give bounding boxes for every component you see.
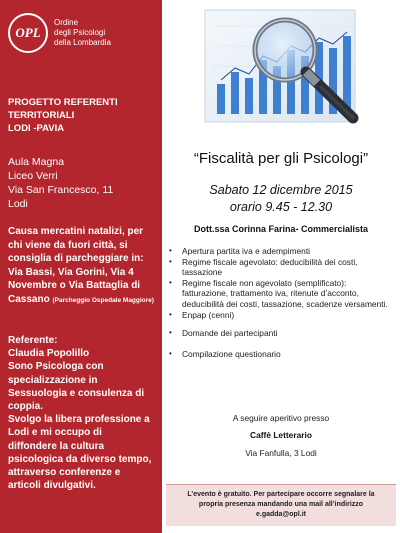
- referente-line: psicologica da diverso tempo,: [8, 453, 152, 465]
- referente-line: coppia.: [8, 401, 44, 413]
- referente-line: Svolgo la libera professione a: [8, 414, 150, 426]
- magnifying-glass-chart-icon: [203, 6, 373, 128]
- opl-logo-icon: OPL: [8, 13, 48, 53]
- cafe-address: Via Fanfulla, 3 Lodi: [245, 448, 317, 458]
- list-item: [168, 278, 390, 310]
- venue-line: Lodi: [8, 198, 28, 210]
- topic-text: Regime fiscale agevolato: deducibilità dei costi, tassazione: [182, 256, 358, 278]
- list-item: [168, 349, 390, 360]
- organization-name: [54, 18, 111, 48]
- referente-line: Referente:: [8, 335, 58, 346]
- referente-line: diffondere la cultura: [8, 440, 105, 452]
- bullet-icon: •: [169, 328, 172, 338]
- topic-text: Compilazione questionario: [182, 348, 281, 359]
- referente-line: Lodi e mi occupo di: [8, 427, 102, 439]
- registration-note: [166, 484, 396, 526]
- venue-line: Liceo Verri: [8, 170, 58, 182]
- referente-line: Sessuologia e consulenza di: [8, 387, 145, 399]
- parking-line: consiglia di parcheggiare in:: [8, 253, 144, 264]
- bullet-icon: •: [169, 277, 172, 287]
- bullet-icon: •: [169, 348, 172, 358]
- bullet-icon: •: [169, 309, 172, 319]
- venue: [8, 155, 158, 211]
- registration-line: propria presenza mandando una mail all’indirizzo: [198, 501, 364, 508]
- cafe-name: Caffè Letterario: [250, 430, 312, 440]
- bullet-icon: •: [169, 256, 172, 266]
- parking-line: Novembre o Via Battaglia di: [8, 280, 141, 291]
- parking-line: chi viene da fuori città, si: [8, 239, 128, 251]
- event-title: “Fiscalità per gli Psicologi”: [193, 150, 369, 167]
- project-line: PROGETTO REFERENTI: [8, 97, 118, 108]
- referente-line: articoli divulgativi.: [8, 480, 96, 492]
- referente-info: [8, 334, 158, 492]
- referente-line: Sono Psicologa con: [8, 361, 104, 373]
- project-line: TERRITORIALI: [8, 110, 75, 121]
- topic-text: Apertura partita iva e adempimenti: [182, 246, 311, 256]
- list-item: [168, 328, 390, 339]
- event-speaker: Dott.ssa Corinna Farina- Commercialista: [193, 224, 369, 234]
- bullet-icon: •: [169, 246, 172, 255]
- contact-email: e.gadda@opl.it: [256, 511, 306, 518]
- organization-logo: [8, 8, 158, 58]
- topic-text: Enpap (cenni): [182, 309, 235, 320]
- project-line: LODI -PAVIA: [8, 123, 65, 134]
- event-date: Sabato 12 dicembre 2015: [209, 183, 353, 197]
- parking-line: Via Bassi, Via Gorini, Via 4: [8, 266, 134, 278]
- org-name-line1: Ordine: [54, 18, 79, 27]
- list-item: [168, 257, 390, 278]
- parking-line: Causa mercatini natalizi, per: [8, 226, 144, 237]
- org-name-line3: della Lombardia: [54, 38, 111, 47]
- aperitivo-text: A seguire aperitivo presso: [232, 413, 330, 423]
- parking-street: Cassano: [8, 293, 53, 305]
- registration-line: L’evento è gratuito. Per partecipare occorre segnalare la: [187, 491, 375, 498]
- topic-text: Regime fiscale non agevolato (semplificato): fatturazione, trattamento iva, ritenute d’acconto, deducibilità dei costi, tassazione, scadenze versamenti.: [182, 277, 388, 309]
- referente-line: attraverso conferenze e: [8, 467, 121, 479]
- topic-text: Domande dei partecipanti: [182, 328, 278, 339]
- venue-line: Aula Magna: [8, 156, 65, 168]
- list-item: [168, 246, 390, 257]
- parking-note: (Parcheggio Ospedale Maggiore): [52, 296, 154, 304]
- list-item: [168, 310, 390, 321]
- sidebar: [0, 0, 162, 533]
- venue-line: Via San Francesco, 11: [8, 184, 114, 196]
- org-name-line2: degli Psicologi: [54, 28, 106, 37]
- topic-list: [168, 246, 390, 359]
- referente-line: Claudia Popolillo: [8, 348, 90, 360]
- project-title: [8, 96, 158, 135]
- parking-info: [8, 225, 158, 307]
- parking-line: [8, 293, 158, 308]
- event-time: orario 9.45 - 12.30: [229, 200, 333, 214]
- referente-line: specializzazione in: [8, 374, 98, 386]
